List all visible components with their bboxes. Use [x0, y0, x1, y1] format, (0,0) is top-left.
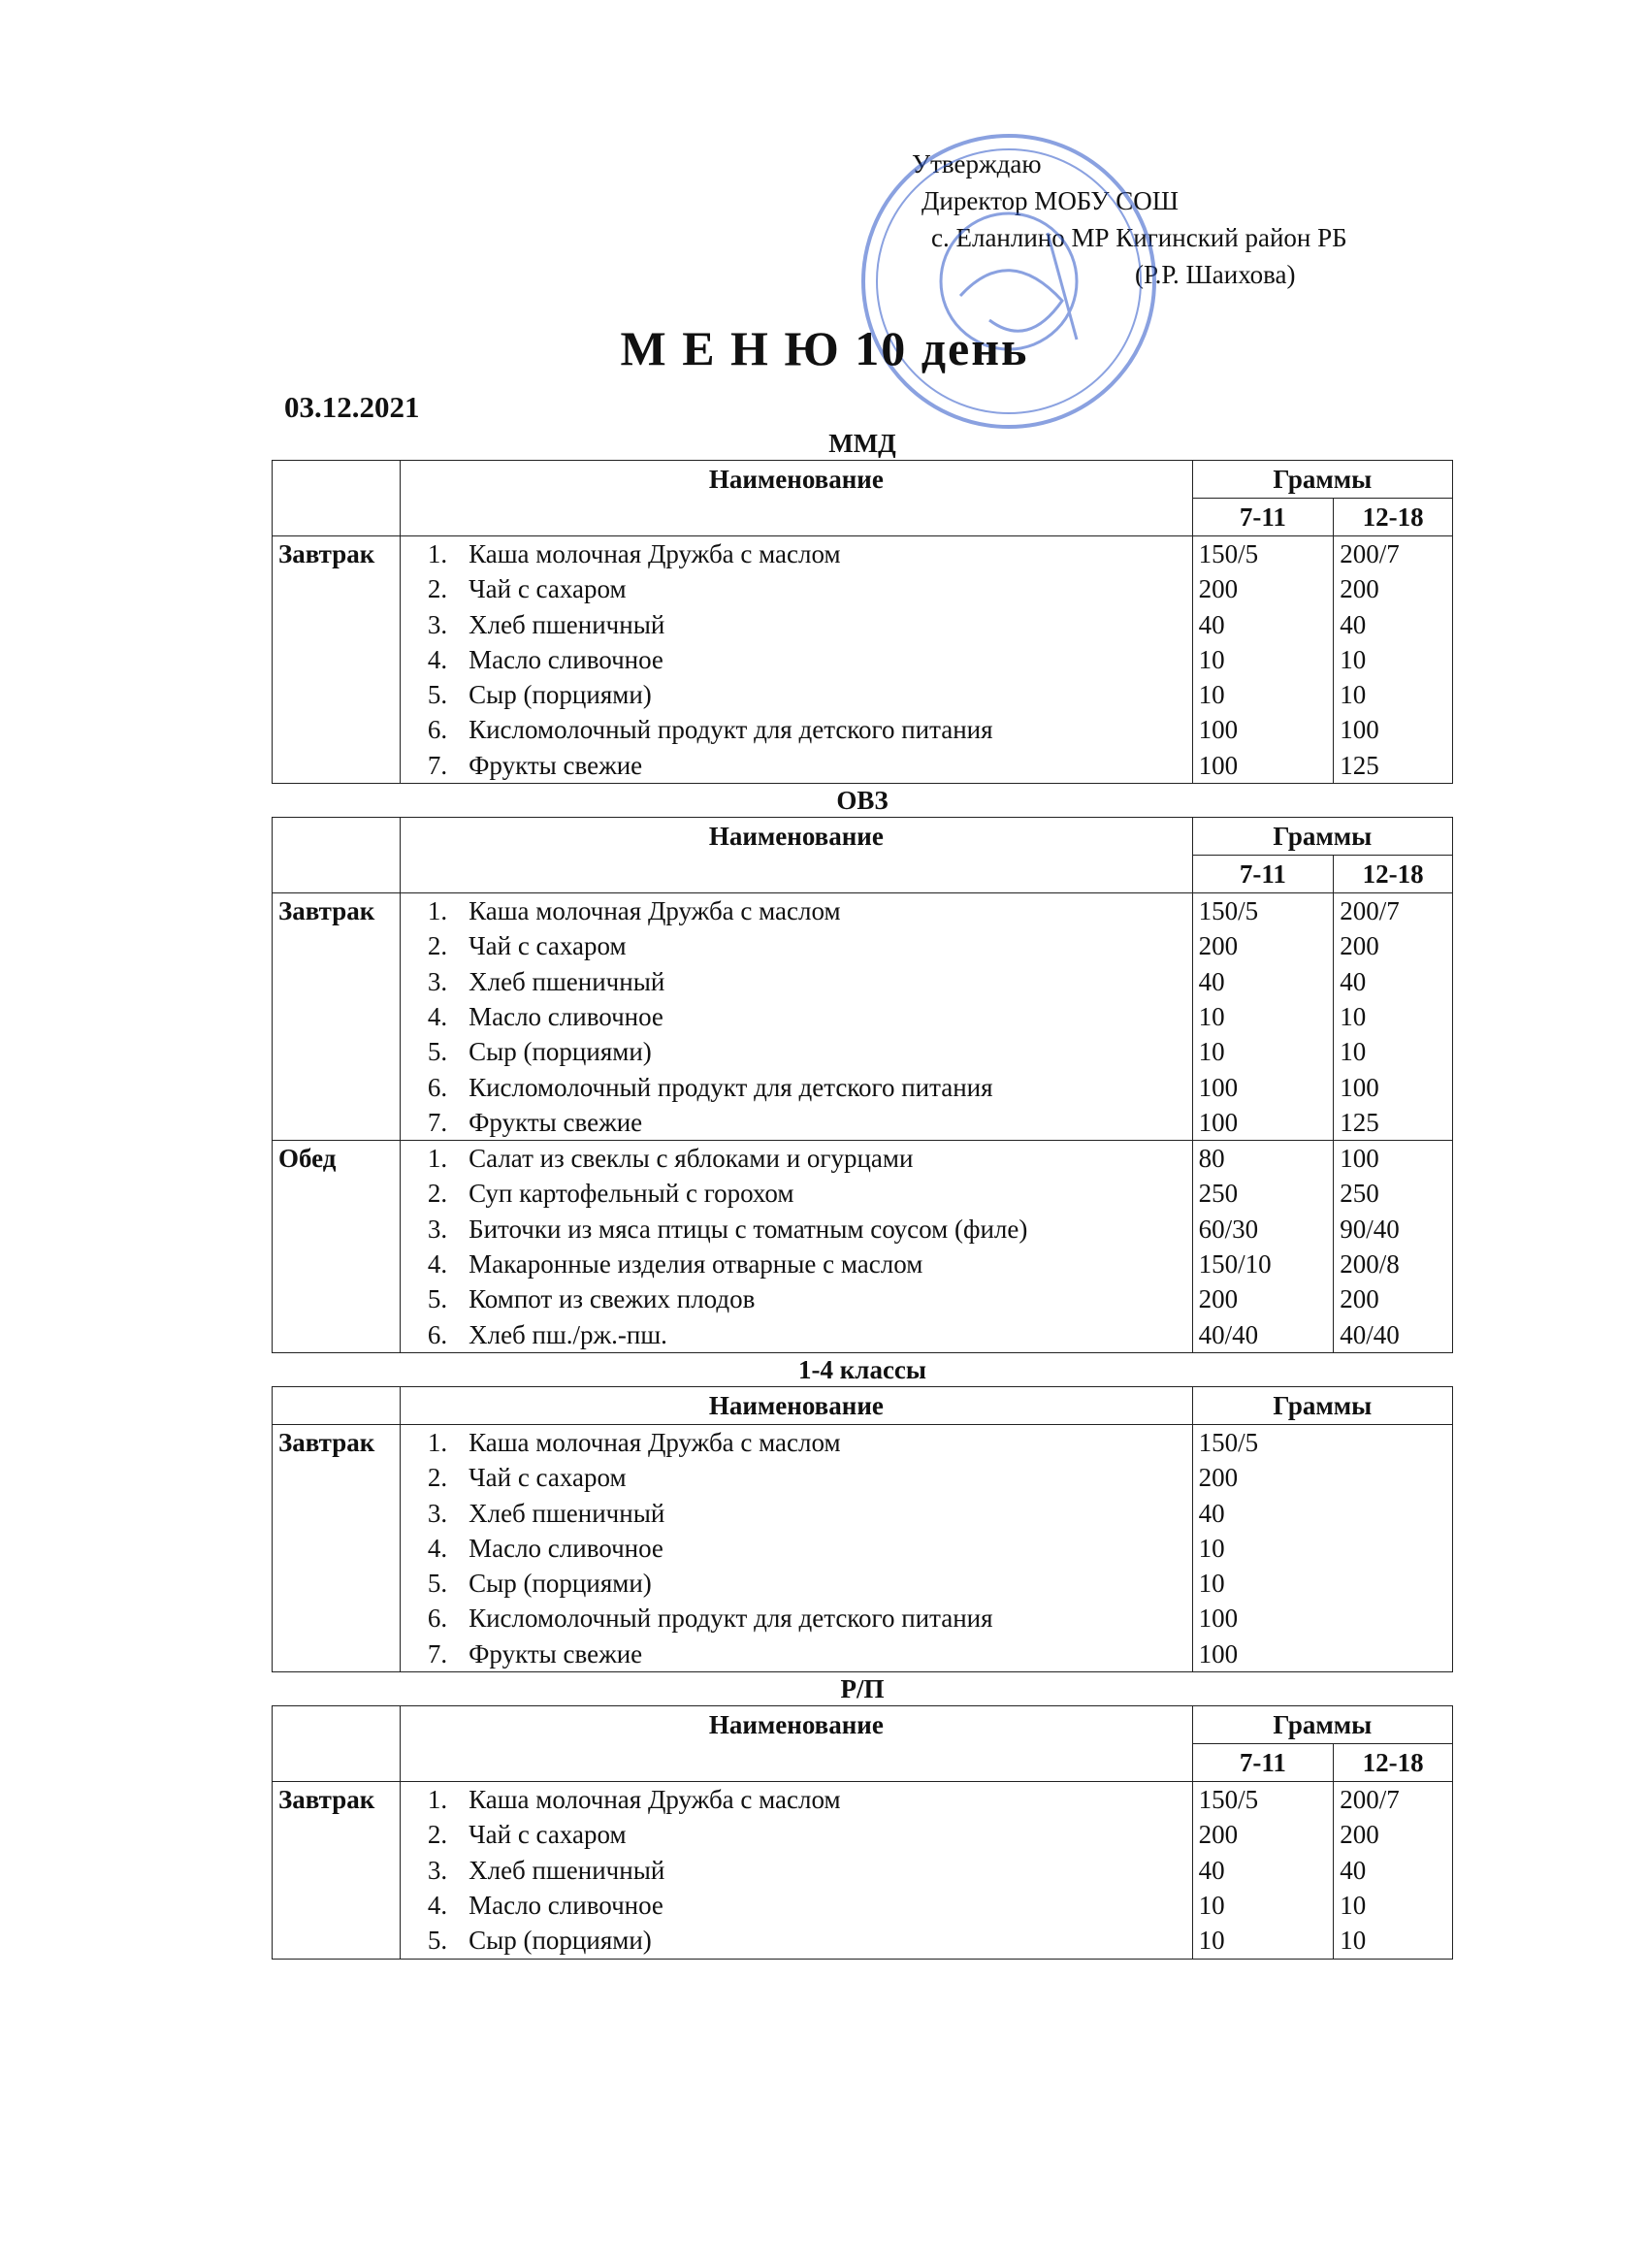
grams-value: 10	[1198, 1001, 1225, 1031]
item-name: Чай с сахаром	[469, 1463, 627, 1493]
grams-value: 10	[1198, 1533, 1225, 1563]
item-list	[401, 1782, 1193, 1959]
item-number: 7.	[427, 1638, 448, 1669]
grams-value: 200	[1340, 931, 1379, 961]
item-name: Компот из свежих плодов	[469, 1284, 756, 1314]
list-item	[401, 893, 1192, 928]
grams-value: 200	[1198, 574, 1239, 604]
approval-signature: (Р.Р. Шаихова)	[1135, 260, 1296, 289]
item-name: Масло сливочное	[469, 1533, 663, 1563]
meal-name: Завтрак	[273, 1782, 401, 1959]
item-name: Кисломолочный продукт для детского питания	[469, 1072, 993, 1102]
grams-value: 40	[1198, 1498, 1225, 1528]
section-title: Р/П	[840, 1674, 885, 1704]
item-name: Биточки из мяса птицы с томатным соусом (филе)	[469, 1214, 1028, 1244]
meal-name: Обед	[273, 1141, 401, 1353]
grams-value: 10	[1340, 680, 1367, 710]
item-name: Сыр (порциями)	[469, 1037, 652, 1067]
item-name: Кисломолочный продукт для детского питания	[469, 715, 993, 745]
age-group-header: 7-11	[1192, 499, 1334, 536]
section-title: ММД	[828, 429, 896, 458]
menu-table	[272, 817, 1453, 1353]
grams-value: 10	[1198, 1890, 1225, 1920]
header-grams: Граммы	[1192, 461, 1452, 499]
item-name: Сыр (порциями)	[469, 1926, 652, 1956]
menu-table	[272, 460, 1453, 784]
item-name: Фрукты свежие	[469, 1638, 643, 1669]
grams-value: 10	[1340, 1037, 1367, 1067]
item-name: Кисломолочный продукт для детского питания	[469, 1604, 993, 1634]
grams-value: 40/40	[1198, 1319, 1259, 1349]
grams-value: 200/7	[1340, 896, 1400, 926]
item-number: 3.	[427, 1214, 448, 1244]
list-item	[401, 1247, 1192, 1281]
list-item	[401, 1923, 1192, 1958]
list-item	[401, 1601, 1192, 1636]
item-name: Каша молочная Дружба с маслом	[469, 1427, 841, 1457]
item-number: 3.	[427, 1855, 448, 1885]
menu-table	[272, 1386, 1453, 1672]
grams-column	[1334, 1141, 1453, 1353]
item-number: 2.	[427, 931, 448, 961]
list-item	[401, 1817, 1192, 1852]
grams-value: 150/5	[1198, 1427, 1259, 1457]
list-item	[401, 748, 1192, 783]
list-item	[401, 1782, 1192, 1817]
list-item	[401, 607, 1192, 642]
item-name: Хлеб пшеничный	[469, 1855, 665, 1885]
section-title: 1-4 классы	[798, 1354, 926, 1384]
item-number: 5.	[427, 1926, 448, 1956]
list-item	[401, 1212, 1192, 1247]
age-group-header: 12-18	[1334, 856, 1453, 893]
item-list	[401, 1424, 1193, 1671]
header-name: Наименование	[401, 1706, 1193, 1782]
grams-value: 40	[1198, 1855, 1225, 1885]
section-title: ОВЗ	[836, 786, 889, 816]
header-row	[273, 1706, 1453, 1744]
item-number: 5.	[427, 680, 448, 710]
list-item	[401, 1070, 1192, 1105]
item-number: 1.	[427, 1144, 448, 1174]
list-item	[401, 1636, 1192, 1671]
age-group-header: 12-18	[1334, 499, 1453, 536]
list-item	[401, 1105, 1192, 1140]
meal-name: Завтрак	[273, 1424, 401, 1671]
item-name: Масло сливочное	[469, 1001, 663, 1031]
grams-value: 150/5	[1198, 1785, 1259, 1815]
item-number: 5.	[427, 1037, 448, 1067]
grams-value: 40	[1198, 966, 1225, 996]
grams-value: 150/5	[1198, 896, 1259, 926]
grams-value: 60/30	[1198, 1214, 1259, 1244]
header-blank	[273, 818, 401, 893]
item-number: 4.	[427, 1249, 448, 1280]
grams-value: 200	[1198, 1284, 1239, 1314]
list-item	[401, 1496, 1192, 1531]
item-number: 7.	[427, 1107, 448, 1137]
item-number: 1.	[427, 1427, 448, 1457]
list-item	[401, 571, 1192, 606]
item-name: Чай с сахаром	[469, 574, 627, 604]
school-stamp-icon	[854, 126, 1164, 437]
grams-value: 250	[1198, 1179, 1239, 1209]
item-name: Сыр (порциями)	[469, 680, 652, 710]
meal-name: Завтрак	[273, 536, 401, 784]
grams-column	[1192, 536, 1334, 784]
grams-value: 100	[1340, 715, 1379, 745]
grams-value: 200/7	[1340, 1785, 1400, 1815]
grams-value: 40/40	[1340, 1319, 1400, 1349]
grams-value: 10	[1198, 644, 1225, 674]
meal-row	[273, 1782, 1453, 1959]
grams-value: 10	[1340, 1926, 1367, 1956]
item-number: 1.	[427, 1785, 448, 1815]
menu-sections	[272, 427, 1453, 1960]
grams-column	[1192, 893, 1334, 1141]
grams-value: 100	[1198, 1638, 1239, 1669]
item-number: 5.	[427, 1569, 448, 1599]
grams-value: 100	[1340, 1144, 1379, 1174]
list-item	[401, 1034, 1192, 1069]
grams-value: 200	[1340, 1820, 1379, 1850]
grams-value: 10	[1198, 680, 1225, 710]
item-number: 2.	[427, 1463, 448, 1493]
list-item	[401, 642, 1192, 677]
grams-value: 200	[1198, 931, 1239, 961]
item-number: 3.	[427, 609, 448, 639]
item-number: 6.	[427, 1072, 448, 1102]
header-blank	[273, 1386, 401, 1424]
item-number: 5.	[427, 1284, 448, 1314]
item-number: 2.	[427, 1820, 448, 1850]
grams-value: 100	[1198, 750, 1239, 780]
item-name: Фрукты свежие	[469, 750, 643, 780]
grams-value: 40	[1340, 609, 1367, 639]
list-item	[401, 1460, 1192, 1495]
grams-value: 150/10	[1198, 1249, 1272, 1280]
item-name: Макаронные изделия отварные с маслом	[469, 1249, 923, 1280]
header-row	[273, 1386, 1453, 1424]
grams-value: 80	[1198, 1144, 1225, 1174]
header-row	[273, 461, 1453, 499]
item-name: Суп картофельный с горохом	[469, 1179, 794, 1209]
item-name: Чай с сахаром	[469, 931, 627, 961]
item-name: Масло сливочное	[469, 1890, 663, 1920]
item-list	[401, 536, 1193, 784]
list-item	[401, 1281, 1192, 1316]
item-name: Сыр (порциями)	[469, 1569, 652, 1599]
grams-value: 100	[1198, 1107, 1239, 1137]
meal-name: Завтрак	[273, 893, 401, 1141]
list-item	[401, 1425, 1192, 1460]
item-number: 4.	[427, 1533, 448, 1563]
item-number: 4.	[427, 1890, 448, 1920]
list-item	[401, 536, 1192, 571]
header-grams: Граммы	[1192, 818, 1452, 856]
list-item	[401, 1853, 1192, 1888]
item-number: 6.	[427, 1319, 448, 1349]
grams-value: 10	[1198, 1569, 1225, 1599]
grams-value: 200/8	[1340, 1249, 1400, 1280]
header-grams: Граммы	[1192, 1706, 1452, 1744]
item-list	[401, 893, 1193, 1141]
list-item	[401, 677, 1192, 712]
grams-value: 10	[1198, 1926, 1225, 1956]
item-number: 1.	[427, 539, 448, 568]
grams-value: 250	[1340, 1179, 1379, 1209]
item-name: Масло сливочное	[469, 644, 663, 674]
item-number: 6.	[427, 715, 448, 745]
item-name: Салат из свеклы с яблоками и огурцами	[469, 1144, 914, 1174]
grams-column	[1192, 1424, 1452, 1671]
list-item	[401, 1531, 1192, 1566]
header-row	[273, 818, 1453, 856]
list-item	[401, 1176, 1192, 1211]
item-number: 3.	[427, 1498, 448, 1528]
grams-value: 125	[1340, 750, 1379, 780]
header-blank	[273, 1706, 401, 1782]
age-group-header: 7-11	[1192, 856, 1334, 893]
grams-value: 10	[1198, 1037, 1225, 1067]
item-number: 1.	[427, 896, 448, 926]
grams-value: 40	[1340, 966, 1367, 996]
list-item	[401, 964, 1192, 999]
grams-column	[1192, 1141, 1334, 1353]
grams-value: 200	[1198, 1463, 1239, 1493]
item-name: Хлеб пшеничный	[469, 966, 665, 996]
list-item	[401, 1566, 1192, 1601]
meal-row	[273, 893, 1453, 1141]
item-name: Каша молочная Дружба с маслом	[469, 539, 841, 568]
grams-value: 40	[1340, 1855, 1367, 1885]
item-number: 2.	[427, 574, 448, 604]
item-name: Чай с сахаром	[469, 1820, 627, 1850]
header-name: Наименование	[401, 1386, 1193, 1424]
grams-value: 200	[1340, 574, 1379, 604]
item-name: Каша молочная Дружба с маслом	[469, 896, 841, 926]
grams-value: 125	[1340, 1107, 1379, 1137]
item-number: 4.	[427, 644, 448, 674]
header-name: Наименование	[401, 461, 1193, 536]
item-number: 7.	[427, 750, 448, 780]
item-name: Хлеб пшеничный	[469, 1498, 665, 1528]
grams-value: 10	[1340, 1001, 1367, 1031]
grams-column	[1192, 1782, 1334, 1959]
item-number: 4.	[427, 1001, 448, 1031]
grams-value: 150/5	[1198, 539, 1259, 568]
item-name: Фрукты свежие	[469, 1107, 643, 1137]
item-name: Каша молочная Дружба с маслом	[469, 1785, 841, 1815]
item-number: 3.	[427, 966, 448, 996]
grams-value: 100	[1198, 1072, 1239, 1102]
header-name: Наименование	[401, 818, 1193, 893]
list-item	[401, 1141, 1192, 1176]
item-list	[401, 1141, 1193, 1353]
grams-column	[1334, 893, 1453, 1141]
grams-value: 200/7	[1340, 539, 1400, 568]
grams-value: 10	[1340, 1890, 1367, 1920]
item-name: Хлеб пшеничный	[469, 609, 665, 639]
age-group-header: 12-18	[1334, 1744, 1453, 1782]
item-number: 6.	[427, 1604, 448, 1634]
page-title: М Е Н Ю 10 день	[620, 321, 1029, 375]
approval-line: с. Еланлино МР Кигинский район РБ	[931, 223, 1347, 252]
approval-line: Директор МОБУ СОШ	[922, 186, 1179, 215]
grams-value: 100	[1198, 715, 1239, 745]
list-item	[401, 928, 1192, 963]
grams-column	[1334, 1782, 1453, 1959]
grams-value: 100	[1340, 1072, 1379, 1102]
meal-row	[273, 1424, 1453, 1671]
grams-column	[1334, 536, 1453, 784]
grams-value: 10	[1340, 644, 1367, 674]
list-item	[401, 1888, 1192, 1923]
list-item	[401, 1317, 1192, 1352]
grams-value: 200	[1340, 1284, 1379, 1314]
header-blank	[273, 461, 401, 536]
grams-value: 90/40	[1340, 1214, 1400, 1244]
meal-row	[273, 1141, 1453, 1353]
grams-value: 100	[1198, 1604, 1239, 1634]
approval-line: Утверждаю	[912, 149, 1042, 178]
header-grams: Граммы	[1192, 1386, 1452, 1424]
item-number: 2.	[427, 1179, 448, 1209]
age-group-header: 7-11	[1192, 1744, 1334, 1782]
menu-table	[272, 1705, 1453, 1959]
grams-value: 200	[1198, 1820, 1239, 1850]
item-name: Хлеб пш./рж.-пш.	[469, 1319, 667, 1349]
list-item	[401, 999, 1192, 1034]
list-item	[401, 712, 1192, 747]
meal-row	[273, 536, 1453, 784]
menu-date: 03.12.2021	[284, 390, 420, 424]
grams-value: 40	[1198, 609, 1225, 639]
